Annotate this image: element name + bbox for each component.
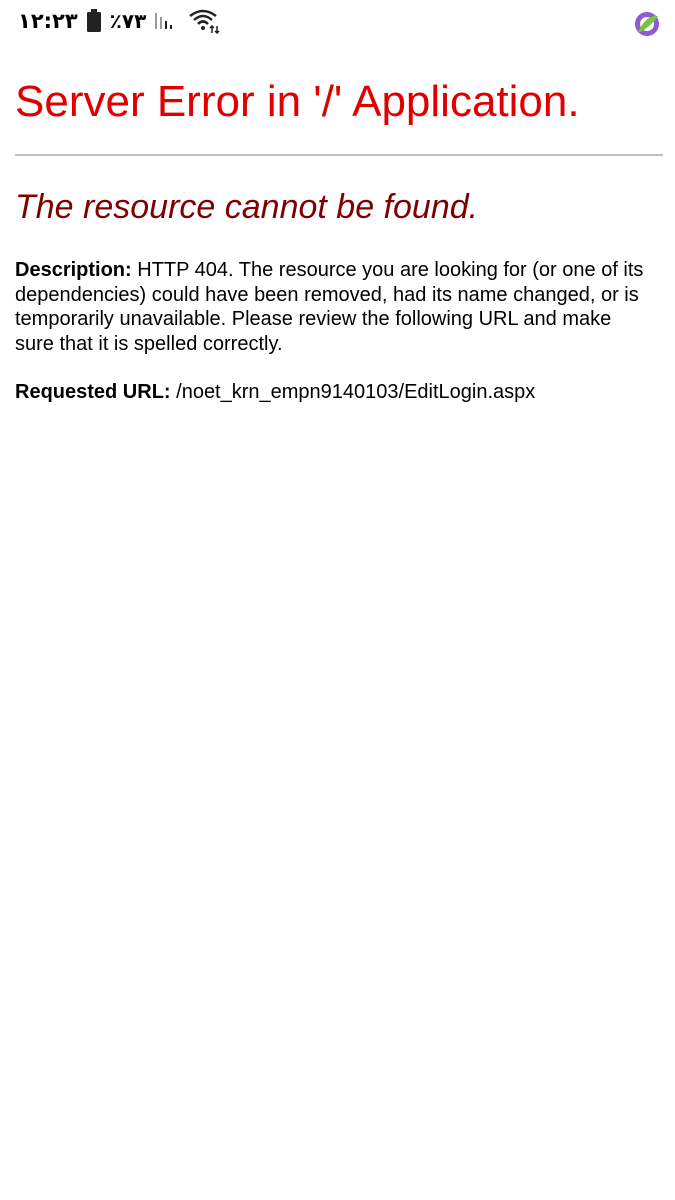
wifi-icon [188,8,220,34]
requested-url-value: /noet_krn_empn9140103/EditLogin.aspx [170,381,536,403]
error-page-content [0,76,675,404]
page-title: Server Error in '/' Application. [15,77,580,126]
battery-icon [86,9,102,33]
status-bar [0,0,675,48]
description-label: Description: [15,259,132,281]
description-text: HTTP 404. The resource you are looking for (or one of its dependencies) could have been removed, had its name changed, or is temporarily unavailable. Please review the following URL and make sure that it is spelled correctly. [15,259,644,355]
battery-percent: ٪۷۳ [109,9,147,33]
requested-url [15,380,663,404]
error-subtitle: The resource cannot be found. [15,188,479,226]
title-divider [15,154,663,156]
error-description [15,258,655,356]
requested-url-label: Requested URL: [15,381,171,403]
signal-icon [154,9,180,33]
app-notification-icon [633,10,661,38]
status-clock: ۱۲:۲۳ [18,9,78,33]
status-left-group [18,8,220,34]
